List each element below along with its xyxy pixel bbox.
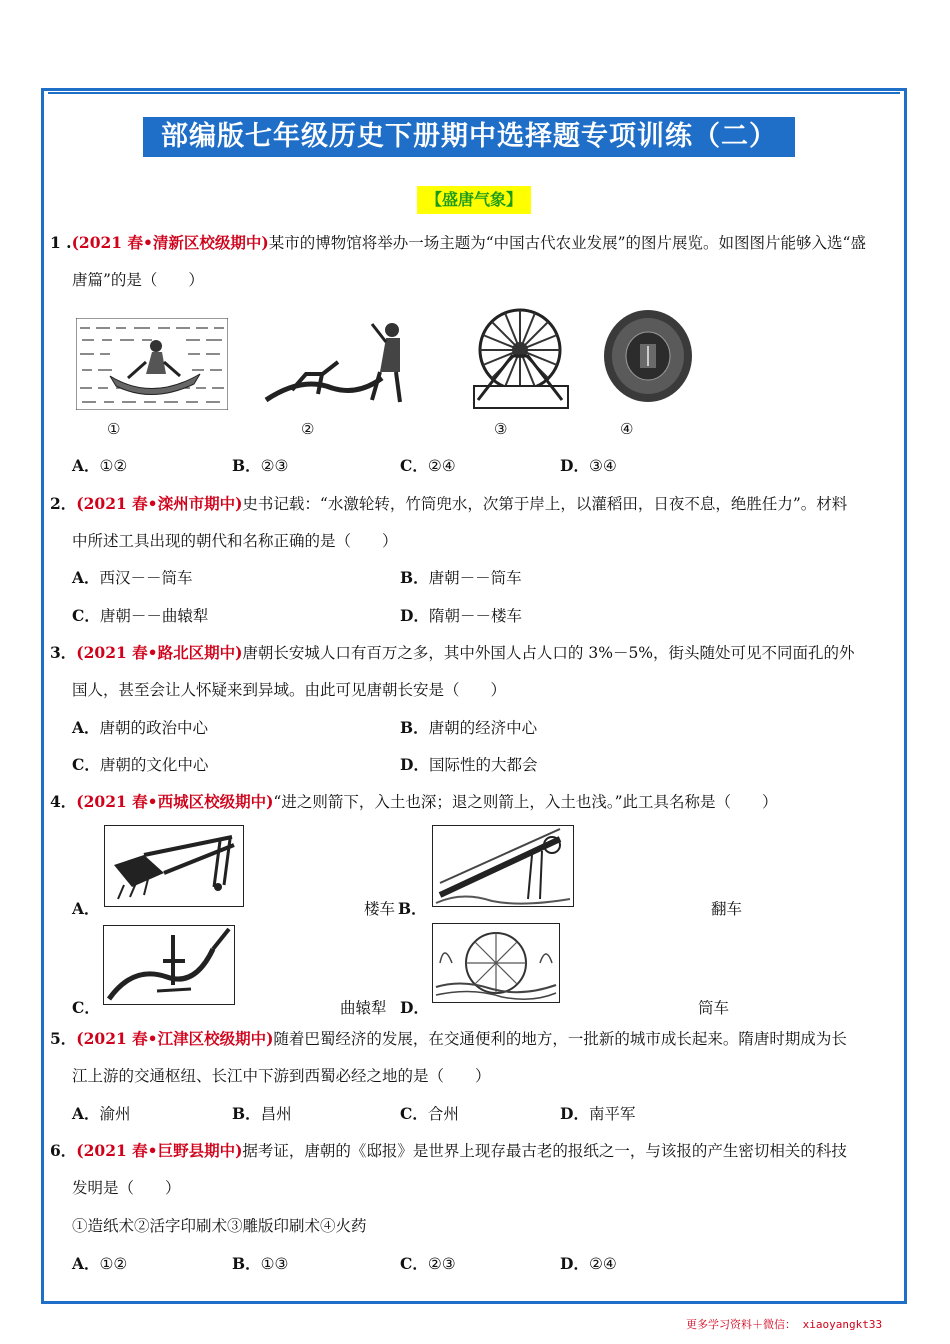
option-text: 国际性的大都会 xyxy=(428,756,538,774)
option-letter: B． xyxy=(232,456,261,475)
question-6-line-3: ①造纸术②活字印刷术③雕版印刷术④火药 xyxy=(72,1217,367,1235)
question-5-line-2: 江上游的交通枢纽、长江中下游到西蜀必经之地的是（ ） xyxy=(72,1067,491,1085)
option-text: ③④ xyxy=(588,457,617,475)
q3-option-c[interactable] xyxy=(72,753,208,775)
question-3-line-2: 国人，甚至会让人怀疑来到异域。由此可见唐朝长安是（ ） xyxy=(72,681,507,699)
option-letter: A． xyxy=(72,1254,100,1273)
option-letter: D． xyxy=(560,1104,589,1123)
q4-option-a-letter[interactable] xyxy=(72,897,100,919)
option-text: 唐朝的政治中心 xyxy=(99,719,209,737)
question-1-line-2: 唐篇”的是（ ） xyxy=(72,271,204,289)
option-letter: C． xyxy=(72,606,100,625)
question-source: (2021 春•路北区期中) xyxy=(76,643,243,662)
question-2-line-2: 中所述工具出现的朝代和名称正确的是（ ） xyxy=(72,532,398,550)
option-letter: A． xyxy=(72,718,100,737)
option-text: ②④ xyxy=(588,1255,617,1273)
footer-note: 更多学习资料＋微信： xiaoyangkt33 xyxy=(686,1318,883,1331)
option-letter: D． xyxy=(400,998,429,1017)
q1-option-c[interactable] xyxy=(400,454,456,476)
option-d-image-tube-wheel xyxy=(432,923,560,1003)
option-text: ①② xyxy=(99,457,128,475)
q3-option-b[interactable] xyxy=(400,716,537,738)
q5-option-b[interactable] xyxy=(232,1102,292,1124)
option-letter: B． xyxy=(232,1104,261,1123)
question-3-line-1 xyxy=(50,641,855,663)
q3-option-a[interactable] xyxy=(72,716,208,738)
q5-option-a[interactable] xyxy=(72,1102,131,1124)
q4-option-d-letter[interactable] xyxy=(400,996,429,1018)
option-a-image-seed-drill xyxy=(104,825,244,907)
q4-option-b-letter[interactable] xyxy=(398,897,427,919)
q4-option-a-text[interactable]: 楼车 xyxy=(364,900,396,918)
option-letter: C． xyxy=(400,1254,428,1273)
option-letter: B． xyxy=(398,899,427,918)
option-letter: D． xyxy=(560,456,589,475)
option-letter: D． xyxy=(560,1254,589,1273)
option-text: ①③ xyxy=(260,1255,289,1273)
q1-option-b[interactable] xyxy=(232,454,288,476)
q1-option-a[interactable] xyxy=(72,454,127,476)
option-text: 合州 xyxy=(427,1105,459,1123)
question-number: 3． xyxy=(50,643,77,662)
question-text: 唐朝长安城人口有百万之多，其中外国人占人口的 3%－5%，街头随处可见不同面孔的外 xyxy=(242,644,855,662)
question-2-line-1 xyxy=(50,492,847,514)
option-letter: A． xyxy=(72,1104,100,1123)
question-6-line-1 xyxy=(50,1139,847,1161)
question-source: (2021 春•西城区校级期中) xyxy=(76,792,274,811)
option-letter: D． xyxy=(400,606,429,625)
option-letter: C． xyxy=(400,456,428,475)
question-source: (2021 春•滦州市期中) xyxy=(76,494,243,513)
option-letter: B． xyxy=(400,718,429,737)
question-4-line-1 xyxy=(50,790,778,812)
option-text: 西汉－－筒车 xyxy=(99,569,193,587)
option-letter: C． xyxy=(72,755,100,774)
option-text: ②④ xyxy=(427,457,456,475)
picture-2-caption: ② xyxy=(301,420,315,438)
question-text: 据考证，唐朝的《邸报》是世界上现存最古老的报纸之一，与该报的产生密切相关的科技 xyxy=(242,1142,847,1160)
option-text: 唐朝－－筒车 xyxy=(428,569,522,587)
option-letter: B． xyxy=(400,568,429,587)
question-number: 6． xyxy=(50,1141,77,1160)
q5-option-c[interactable] xyxy=(400,1102,459,1124)
question-6-line-2: 发明是（ ） xyxy=(72,1179,181,1197)
question-1-line-1 xyxy=(50,231,866,253)
q3-option-d[interactable] xyxy=(400,753,537,775)
option-text: 渝州 xyxy=(99,1105,131,1123)
q4-option-b-text[interactable]: 翻车 xyxy=(711,900,743,918)
q2-option-c[interactable] xyxy=(72,604,208,626)
picture-1-boat-sower xyxy=(76,318,228,410)
q2-option-a[interactable] xyxy=(72,566,193,588)
option-text: 南平军 xyxy=(588,1105,636,1123)
question-number: 2． xyxy=(50,494,77,513)
option-text: ②③ xyxy=(260,457,289,475)
option-text: ②③ xyxy=(427,1255,456,1273)
option-text: 昌州 xyxy=(260,1105,292,1123)
option-letter: A． xyxy=(72,456,100,475)
picture-1-caption: ① xyxy=(107,420,121,438)
option-letter: C． xyxy=(72,998,100,1017)
question-number: 1 . xyxy=(50,233,72,252)
question-5-line-1 xyxy=(50,1027,847,1049)
q6-option-a[interactable] xyxy=(72,1252,127,1274)
section-heading: 【盛唐气象】 xyxy=(417,186,531,214)
question-text: “进之则箭下，入土也深；退之则箭上，入土也浅。”此工具名称是（ ） xyxy=(273,793,778,811)
q5-option-d[interactable] xyxy=(560,1102,635,1124)
q6-option-d[interactable] xyxy=(560,1252,617,1274)
option-text: 唐朝的经济中心 xyxy=(428,719,538,737)
option-letter: A． xyxy=(72,568,100,587)
q4-option-d-text[interactable]: 筒车 xyxy=(698,999,730,1017)
picture-3-caption: ③ xyxy=(494,420,508,438)
option-letter: A． xyxy=(72,899,100,918)
q6-option-c[interactable] xyxy=(400,1252,456,1274)
q6-option-b[interactable] xyxy=(232,1252,288,1274)
q2-option-b[interactable] xyxy=(400,566,522,588)
question-number: 5． xyxy=(50,1029,77,1048)
picture-3-tube-wheel xyxy=(472,300,570,410)
option-text: ①② xyxy=(99,1255,128,1273)
page-title: 部编版七年级历史下册期中选择题专项训练（二） xyxy=(143,117,795,157)
question-text: 史书记载：“水激轮转，竹筒兜水，次第于岸上，以灌稻田，日夜不息，绝胜任力”。材料 xyxy=(242,495,848,513)
question-text: 某市的博物馆将举办一场主题为“中国古代农业发展”的图片展览。如图图片能够入选“盛 xyxy=(268,234,866,252)
q4-option-c-letter[interactable] xyxy=(72,996,100,1018)
picture-4-bronze-mirror xyxy=(602,304,694,404)
option-letter: C． xyxy=(400,1104,428,1123)
question-number: 4． xyxy=(50,792,77,811)
option-text: 隋朝－－楼车 xyxy=(428,607,522,625)
option-letter: B． xyxy=(232,1254,261,1273)
picture-2-curved-plough xyxy=(262,316,402,408)
option-b-image-chain-pump xyxy=(432,825,574,907)
header-rule xyxy=(48,92,900,94)
question-source: (2021 春•江津区校级期中) xyxy=(76,1029,274,1048)
q4-option-c-text[interactable]: 曲辕犁 xyxy=(340,999,387,1017)
picture-4-caption: ④ xyxy=(620,420,634,438)
option-letter: D． xyxy=(400,755,429,774)
option-text: 唐朝－－曲辕犁 xyxy=(99,607,209,625)
question-source: (2021 春•巨野县期中) xyxy=(76,1141,243,1160)
question-source: (2021 春•清新区校级期中) xyxy=(71,233,269,252)
question-text: 随着巴蜀经济的发展，在交通便利的地方，一批新的城市成长起来。隋唐时期成为长 xyxy=(273,1030,847,1048)
q2-option-d[interactable] xyxy=(400,604,522,626)
option-text: 唐朝的文化中心 xyxy=(99,756,209,774)
q1-option-d[interactable] xyxy=(560,454,617,476)
option-c-image-curved-plough xyxy=(103,925,235,1005)
